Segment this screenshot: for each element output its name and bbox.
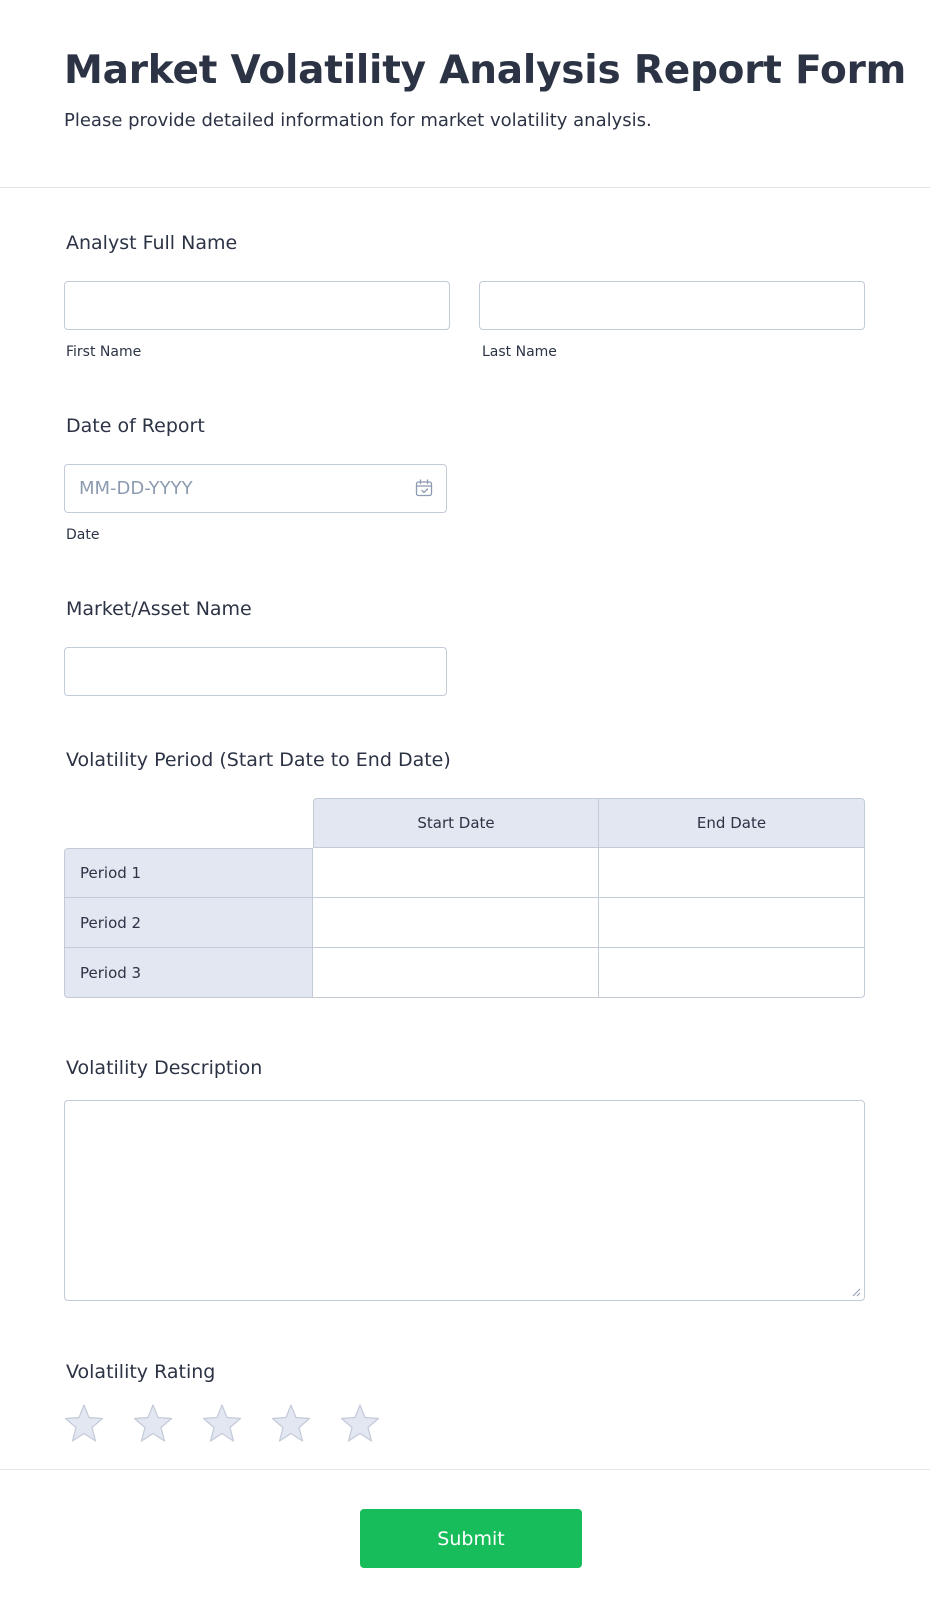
report-date-input[interactable] <box>64 464 447 513</box>
rating-label: Volatility Rating <box>66 1361 216 1383</box>
market-asset-label: Market/Asset Name <box>66 598 252 620</box>
period-1-end-date-input[interactable] <box>599 847 864 898</box>
column-header-end-date: End Date <box>599 798 865 848</box>
period-3-end-date-cell[interactable] <box>599 948 865 998</box>
report-date-label: Date of Report <box>66 415 205 437</box>
first-name-input[interactable] <box>64 281 450 330</box>
page-subtitle: Please provide detailed information for market volatility analysis. <box>64 110 652 131</box>
report-date-sublabel: Date <box>66 527 100 543</box>
period-1-start-date-cell[interactable] <box>313 848 599 898</box>
resize-handle-icon[interactable] <box>851 1287 861 1297</box>
description-label: Volatility Description <box>66 1057 263 1079</box>
column-header-start-date: Start Date <box>313 798 599 848</box>
period-2-start-date-cell[interactable] <box>313 898 599 948</box>
page-title: Market Volatility Analysis Report Form <box>64 48 907 93</box>
row-header-period-2: Period 2 <box>64 898 313 948</box>
market-asset-input[interactable] <box>64 647 447 696</box>
star-icon[interactable] <box>202 1403 242 1443</box>
form-header <box>0 0 930 188</box>
row-header-period-3: Period 3 <box>64 948 313 998</box>
description-textarea[interactable] <box>64 1100 865 1301</box>
calendar-icon[interactable] <box>415 479 433 497</box>
period-3-start-date-input[interactable] <box>313 947 598 998</box>
submit-button[interactable]: Submit <box>360 1509 582 1568</box>
last-name-sublabel: Last Name <box>482 344 557 360</box>
star-icon[interactable] <box>133 1403 173 1443</box>
star-icon[interactable] <box>64 1403 104 1443</box>
period-2-end-date-cell[interactable] <box>599 898 865 948</box>
period-2-end-date-input[interactable] <box>599 897 864 948</box>
period-3-start-date-cell[interactable] <box>313 948 599 998</box>
period-2-start-date-input[interactable] <box>313 897 598 948</box>
footer-divider <box>0 1469 930 1470</box>
volatility-period-label: Volatility Period (Start Date to End Date) <box>66 749 451 771</box>
period-3-end-date-input[interactable] <box>599 947 864 998</box>
period-1-end-date-cell[interactable] <box>599 848 865 898</box>
row-header-period-1: Period 1 <box>64 848 313 898</box>
star-icon[interactable] <box>340 1403 380 1443</box>
volatility-period-table <box>64 798 865 998</box>
star-icon[interactable] <box>271 1403 311 1443</box>
analyst-name-label: Analyst Full Name <box>66 232 238 254</box>
last-name-input[interactable] <box>479 281 865 330</box>
period-1-start-date-input[interactable] <box>313 847 598 898</box>
first-name-sublabel: First Name <box>66 344 142 360</box>
